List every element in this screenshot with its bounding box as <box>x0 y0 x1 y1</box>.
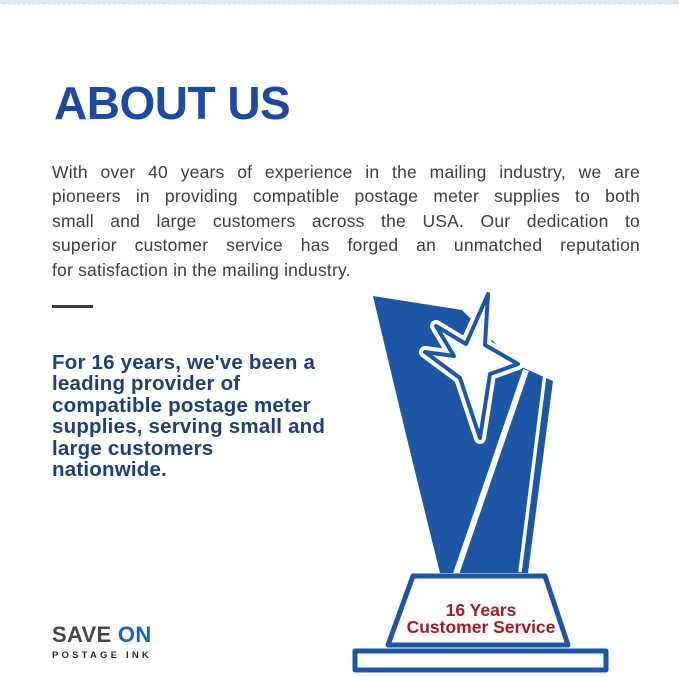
top-accent-strip <box>0 0 679 5</box>
highlight-line: nationwide. <box>52 458 167 482</box>
about-line: small and large customers across the USA. Our dedication to <box>52 210 640 231</box>
highlight-line: large customers <box>52 436 214 460</box>
about-paragraph <box>52 160 640 282</box>
brand-logo <box>52 622 152 661</box>
trophy-pedestal-bar <box>355 651 606 670</box>
brand-logo-on: ON <box>117 622 152 647</box>
highlight-paragraph <box>52 352 392 480</box>
brand-logo-name <box>52 622 152 648</box>
highlight-line: compatible postage meter <box>52 393 311 417</box>
highlight-line: For 16 years, we've been a <box>52 351 316 374</box>
award-service-label: Customer Service <box>406 617 556 637</box>
about-line: superior customer service has forged an unmatched reputation <box>52 235 640 256</box>
brand-logo-tagline: POSTAGE INK <box>52 650 152 661</box>
highlight-line: leading provider of <box>52 372 241 396</box>
about-line: With over 40 years of experience in the mailing industry, we are <box>52 162 640 182</box>
highlight-line: supplies, serving small and <box>52 415 326 439</box>
divider-dash <box>52 305 93 308</box>
brand-logo-save: SAVE <box>52 622 112 647</box>
about-line: pioneers in providing compatible postage meter supplies to both <box>52 186 640 207</box>
page-title: ABOUT US <box>54 77 291 129</box>
trophy-award-icon <box>352 290 642 675</box>
award-years-label: 16 Years <box>445 600 517 620</box>
about-line: for satisfaction in the mailing industry. <box>52 259 351 280</box>
